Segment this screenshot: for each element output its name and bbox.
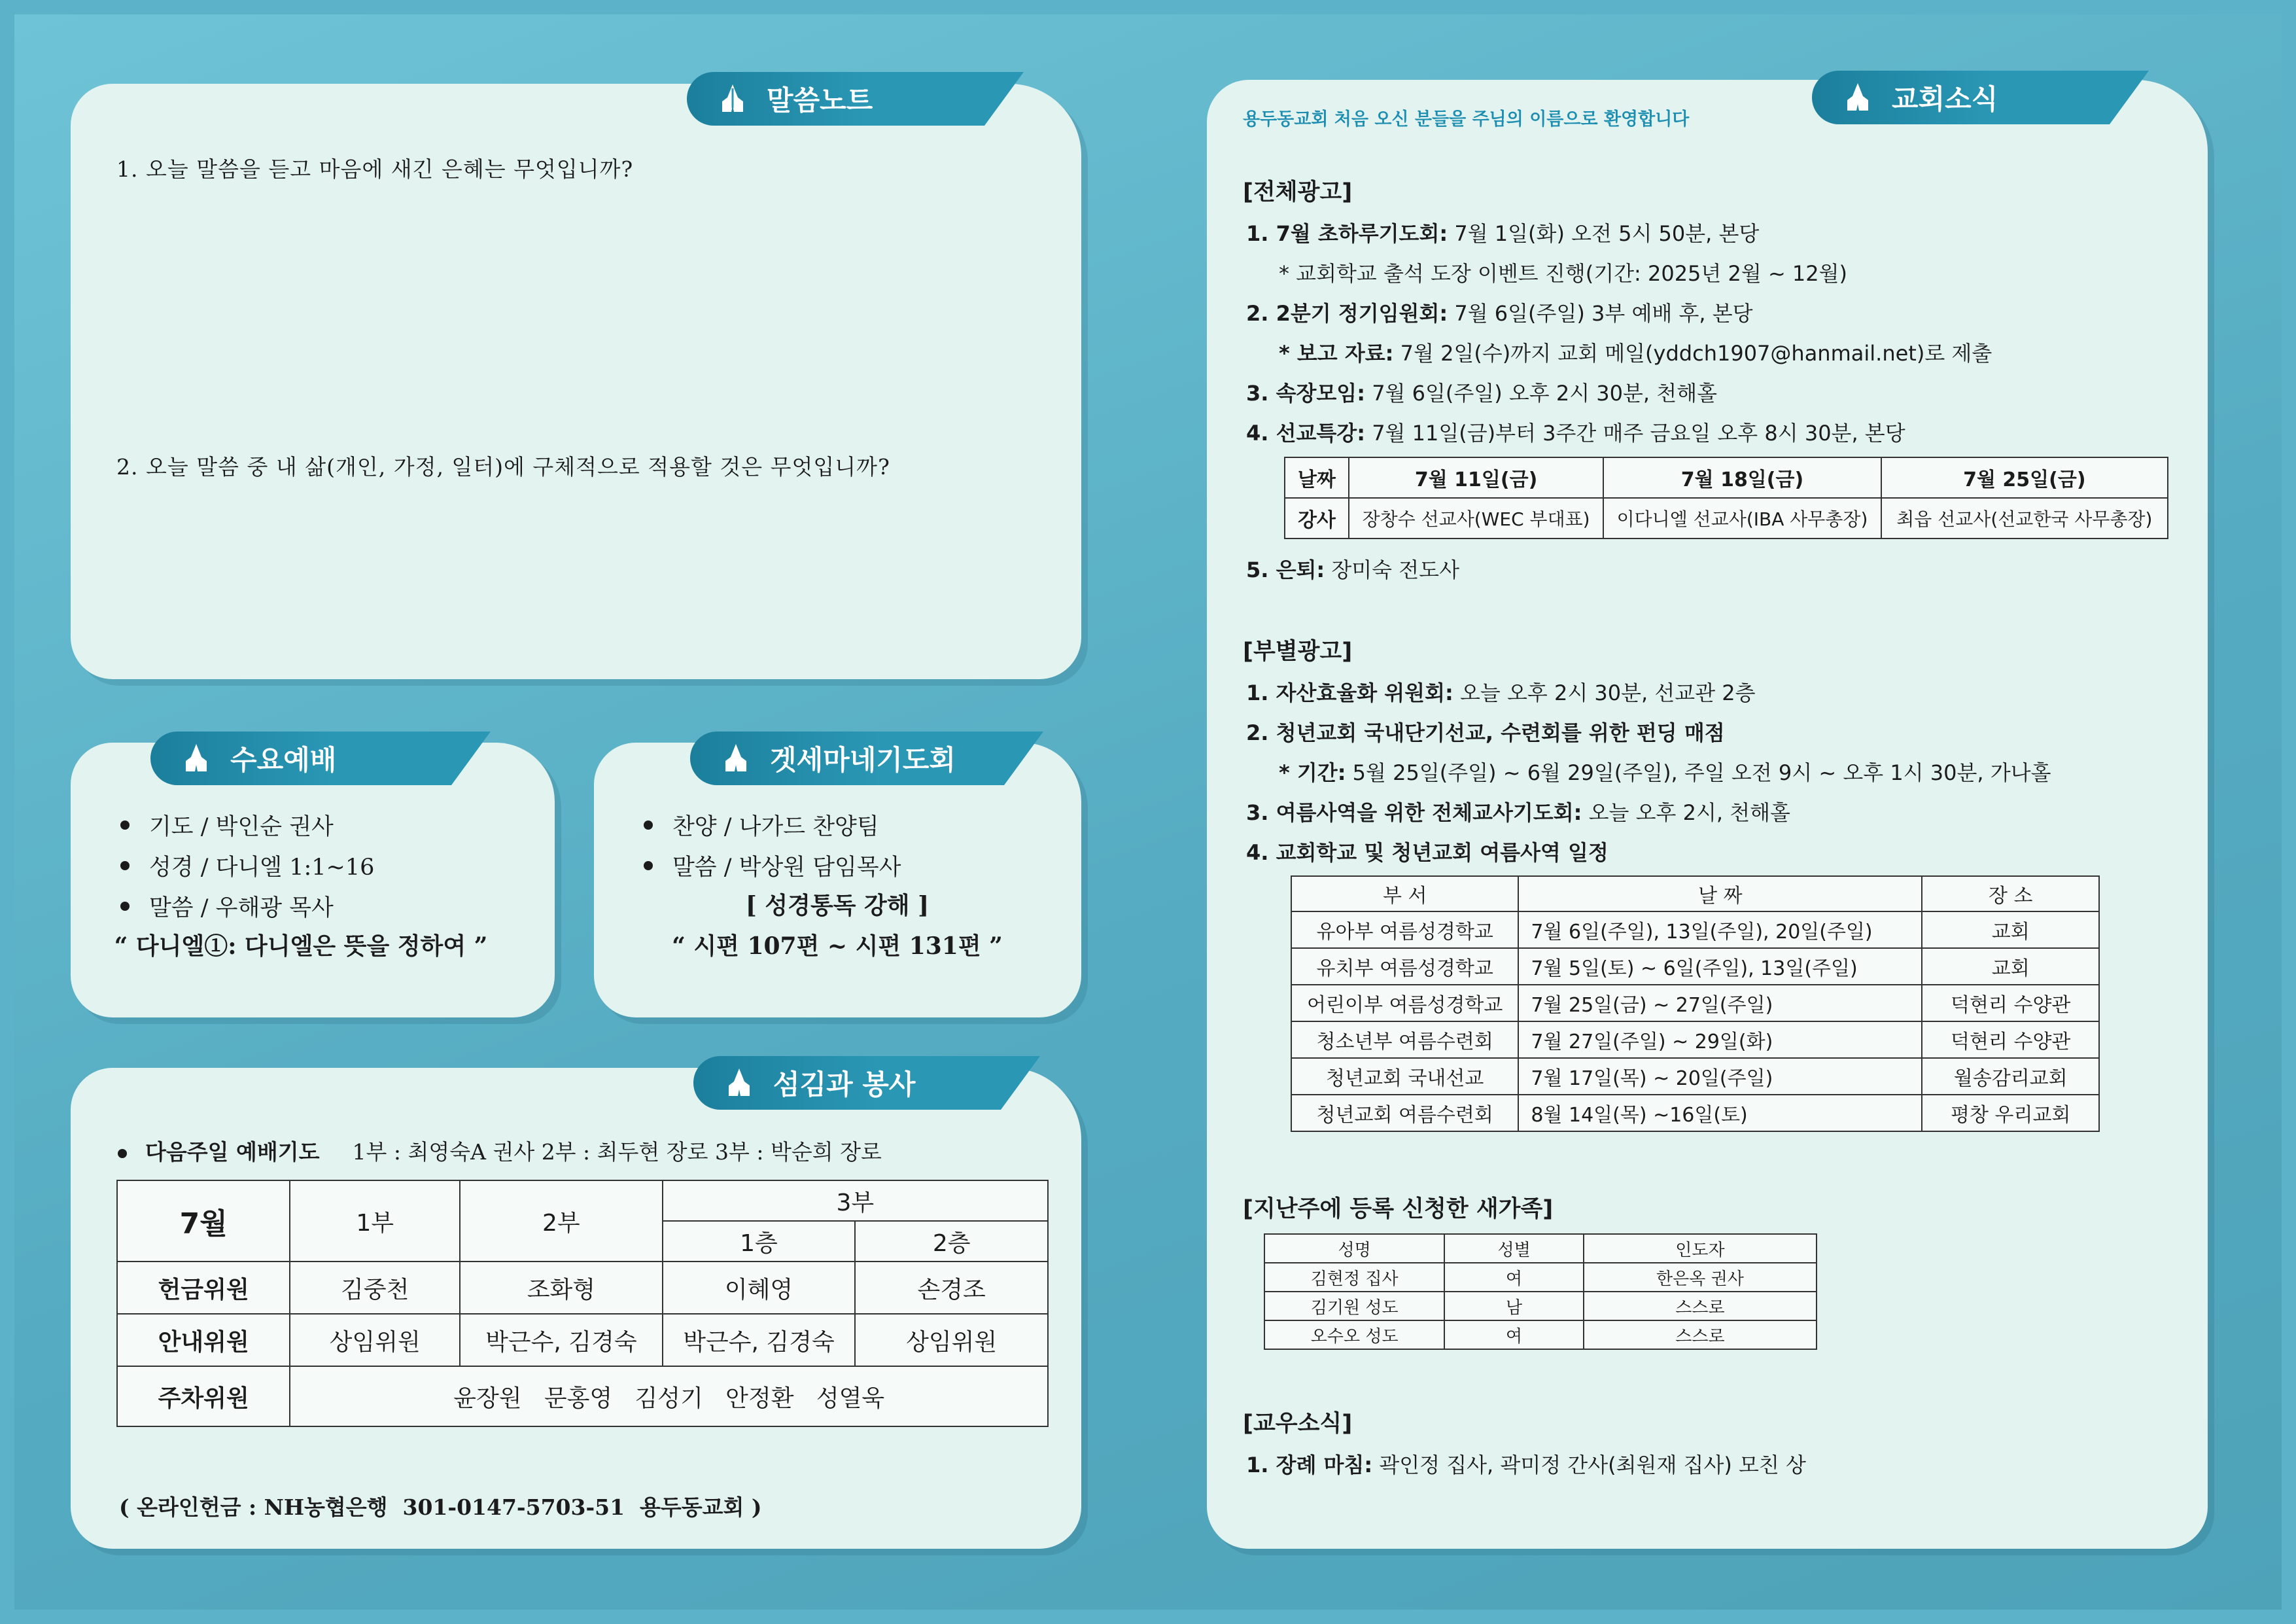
wednesday-list	[118, 805, 374, 927]
line-text: 7월 6일(주일) 오후 2시 30분, 천해홀	[1365, 381, 1718, 406]
gethsemane-title: 겟세마네기도회	[770, 744, 956, 776]
line-bold: 5. 은퇴:	[1246, 557, 1325, 582]
table-cell: 청년교회 국내선교	[1291, 1058, 1518, 1095]
next-prayer-line	[118, 1135, 882, 1166]
table-cell: 성명	[1264, 1234, 1444, 1263]
praying-hands-icon	[177, 739, 216, 778]
lecture-table	[1284, 457, 2168, 539]
bullet	[644, 861, 653, 870]
praying-hands-icon	[720, 1063, 759, 1103]
table-cell: 남	[1444, 1292, 1584, 1320]
table-cell: 상임위원	[855, 1314, 1048, 1366]
praying-hands-icon	[716, 739, 756, 778]
newcomers-heading: [지난주에 등록 신청한 새가족]	[1243, 1196, 1554, 1222]
table-cell: 이다니엘 선교사(IBA 사무총장)	[1603, 498, 1881, 538]
table-cell: 7월 5일(토) ~ 6일(주일), 13일(주일)	[1518, 948, 1922, 985]
list-item	[118, 886, 374, 927]
line-bold: 2. 2분기 정기임원회:	[1246, 301, 1448, 326]
table-cell: 이혜영	[663, 1262, 856, 1314]
service-table	[116, 1180, 1049, 1427]
praying-hands-icon	[1838, 78, 1877, 117]
table-cell: 7월 17일(목) ~ 20일(주일)	[1518, 1058, 1922, 1095]
news-title: 교회소식	[1892, 83, 1998, 115]
table-cell: 8월 14일(목) ~16일(토)	[1518, 1095, 1922, 1131]
table-row	[1264, 1263, 1817, 1292]
bullet	[118, 1149, 127, 1158]
line-text: 5월 25일(주일) ~ 6월 29일(주일), 주일 오전 9시 ~ 오후 1시 30분, 가나홀	[1346, 760, 2051, 785]
table-cell: 7월 11일(금)	[1349, 457, 1603, 498]
header-1bu: 1부	[290, 1180, 460, 1262]
bullet	[120, 902, 130, 911]
general-heading: [전체광고]	[1243, 179, 1353, 205]
table-cell: 스스로	[1584, 1292, 1817, 1320]
table-cell: 청년교회 여름수련회	[1291, 1095, 1518, 1131]
service-title: 섬김과 봉사	[773, 1068, 916, 1101]
table-cell: 조화형	[460, 1262, 663, 1314]
members-line-1	[1246, 1449, 1806, 1479]
table-cell: 최읍 선교사(선교한국 사무총장)	[1881, 498, 2168, 538]
gethsemane-sub: [ 성경통독 강해 ]	[745, 892, 930, 919]
table-cell: 유아부 여름성경학교	[1291, 911, 1518, 948]
welcome-text: 용두동교회 처음 오신 분들을 주님의 이름으로 환영합니다	[1243, 109, 1690, 130]
month-cell: 7월	[117, 1180, 290, 1262]
table-row	[1285, 498, 2168, 538]
list-item	[641, 845, 901, 886]
table-cell: 날짜	[1285, 457, 1349, 498]
header-2bu: 2부	[460, 1180, 663, 1262]
word-note-title: 말씀노트	[767, 84, 873, 116]
service-tab	[693, 1056, 1001, 1110]
table-row	[1291, 1021, 2099, 1058]
word-note-tab	[687, 72, 984, 126]
table-row	[1285, 457, 2168, 498]
line-bold: 4. 선교특강:	[1246, 421, 1366, 446]
table-row	[117, 1366, 1048, 1426]
line-text: * 교회학교 출석 도장 이벤트 진행(기간: 2025년 2월 ~ 12월)	[1279, 261, 1848, 286]
praying-hands-icon	[713, 79, 752, 118]
header-2f: 2층	[855, 1221, 1048, 1262]
row-label: 안내위원	[117, 1314, 290, 1366]
table-cell: 여	[1444, 1320, 1584, 1349]
members-heading: [교우소식]	[1243, 1411, 1353, 1437]
table-cell: 김중천	[290, 1262, 460, 1314]
next-prayer-text: 1부 : 최영숙A 권사 2부 : 최두현 장로 3부 : 박순희 장로	[352, 1139, 882, 1165]
general-line-4	[1246, 417, 1905, 447]
line-bold: * 보고 자료:	[1279, 341, 1394, 366]
bullet	[644, 821, 653, 830]
dept-line-2	[1246, 716, 1725, 747]
question-1: 1. 오늘 말씀을 듣고 마음에 새긴 은혜는 무엇입니까?	[116, 156, 634, 182]
table-row	[1291, 1095, 2099, 1131]
line-bold: 2. 청년교회 국내단기선교, 수련회를 위한 펀딩 매점	[1246, 720, 1725, 745]
table-cell: 김기원 성도	[1264, 1292, 1444, 1320]
table-cell: 여	[1444, 1263, 1584, 1292]
list-item	[118, 805, 374, 845]
table-row	[117, 1314, 1048, 1366]
row-label: 헌금위원	[117, 1262, 290, 1314]
line-text: 7월 2일(수)까지 교회 메일(yddch1907@hanmail.net)로 제출	[1393, 341, 1992, 366]
item-text: 말씀 / 우해광 목사	[149, 895, 334, 921]
table-row	[1264, 1320, 1817, 1349]
item-text: 말씀 / 박상원 담임목사	[672, 855, 901, 881]
table-row	[1291, 1058, 2099, 1095]
gethsemane-list	[641, 805, 901, 886]
table-cell: 박근수, 김경숙	[663, 1314, 856, 1366]
table-cell: 교회	[1922, 911, 2099, 948]
table-cell: 상임위원	[290, 1314, 460, 1366]
table-cell: 스스로	[1584, 1320, 1817, 1349]
gethsemane-tab	[690, 732, 1004, 785]
table-cell: 월송감리교회	[1922, 1058, 2099, 1095]
general-line-1	[1246, 217, 1759, 247]
table-cell: 7월 25일(금)	[1881, 457, 2168, 498]
line-bold: 1. 7월 초하루기도회:	[1246, 221, 1448, 246]
wednesday-tab	[150, 732, 451, 785]
line-bold: * 기간:	[1279, 760, 1346, 785]
table-row	[117, 1262, 1048, 1314]
line-text: 7월 6일(주일) 3부 예배 후, 본당	[1448, 301, 1753, 326]
table-cell: 7월 18일(금)	[1603, 457, 1881, 498]
list-item	[118, 845, 374, 886]
parking-names: 윤장원 문홍영 김성기 안정환 성열욱	[290, 1366, 1048, 1426]
newcomers-table	[1264, 1233, 1817, 1350]
summer-schedule-table	[1291, 875, 2100, 1132]
table-cell: 장창수 선교사(WEC 부대표)	[1349, 498, 1603, 538]
table-cell: 손경조	[855, 1262, 1048, 1314]
line-bold: 3. 속장모임:	[1246, 381, 1366, 406]
question-2: 2. 오늘 말씀 중 내 삶(개인, 가정, 일터)에 구체적으로 적용할 것은 무엇입니까?	[116, 454, 890, 480]
bullet	[120, 821, 130, 830]
table-cell: 한은옥 권사	[1584, 1263, 1817, 1292]
dept-line-1	[1246, 677, 1756, 707]
table-row	[1264, 1234, 1817, 1263]
line-text: 7월 1일(화) 오전 5시 50분, 본당	[1448, 221, 1760, 246]
row-label: 주차위원	[117, 1366, 290, 1426]
line-bold: 1. 자산효율화 위원회:	[1246, 680, 1453, 705]
dept-line-3	[1246, 796, 1790, 826]
table-cell: 박근수, 김경숙	[460, 1314, 663, 1366]
header-3bu: 3부	[663, 1180, 1048, 1221]
table-cell: 어린이부 여름성경학교	[1291, 985, 1518, 1021]
table-row	[1291, 985, 2099, 1021]
line-text: 곽인정 집사, 곽미정 간사(최원재 집사) 모친 상	[1372, 1453, 1806, 1477]
gethsemane-sermon: “ 시편 107편 ~ 시편 131편 ”	[672, 932, 1003, 960]
bullet	[120, 861, 130, 870]
table-cell: 평창 우리교회	[1922, 1095, 2099, 1131]
table-cell: 날 짜	[1518, 876, 1922, 911]
retire-line	[1246, 554, 1459, 584]
dept-line-2-note	[1279, 756, 2051, 786]
table-cell: 7월 25일(금) ~ 27일(주일)	[1518, 985, 1922, 1021]
line-bold: 3. 여름사역을 위한 전체교사기도회:	[1246, 800, 1582, 825]
item-text: 찬양 / 나가드 찬양팀	[672, 814, 879, 840]
news-tab	[1812, 71, 2110, 124]
table-cell: 덕현리 수양관	[1922, 1021, 2099, 1058]
table-cell: 청소년부 여름수련회	[1291, 1021, 1518, 1058]
table-cell: 강사	[1285, 498, 1349, 538]
table-cell: 장 소	[1922, 876, 2099, 911]
online-offering: ( 온라인헌금 : NH농협은행 301-0147-5703-51 용두동교회 )	[119, 1494, 762, 1520]
table-cell: 성별	[1444, 1234, 1584, 1263]
wednesday-sermon: “ 다니엘①: 다니엘은 뜻을 정하여 ”	[114, 932, 488, 960]
table-cell: 김현정 집사	[1264, 1263, 1444, 1292]
table-cell: 유치부 여름성경학교	[1291, 948, 1518, 985]
general-line-2-note	[1279, 337, 1992, 367]
item-text: 기도 / 박인순 권사	[149, 814, 334, 840]
table-cell: 인도자	[1584, 1234, 1817, 1263]
line-text: 오늘 오후 2시 30분, 선교관 2층	[1453, 680, 1756, 705]
table-cell: 덕현리 수양관	[1922, 985, 2099, 1021]
line-text: 장미숙 전도사	[1325, 557, 1460, 582]
table-row	[1291, 948, 2099, 985]
table-cell: 교회	[1922, 948, 2099, 985]
table-cell: 오수오 성도	[1264, 1320, 1444, 1349]
line-text: 7월 11일(금)부터 3주간 매주 금요일 오후 8시 30분, 본당	[1365, 421, 1905, 446]
header-1f: 1층	[663, 1221, 856, 1262]
line-text: 오늘 오후 2시, 천해홀	[1582, 800, 1790, 825]
general-line-2	[1246, 297, 1753, 327]
dept-line-4	[1246, 836, 1609, 866]
table-cell: 7월 27일(주일) ~ 29일(화)	[1518, 1021, 1922, 1058]
general-line-1-note	[1279, 257, 1847, 287]
table-cell: 7월 6일(주일), 13일(주일), 20일(주일)	[1518, 911, 1922, 948]
list-item	[641, 805, 901, 845]
item-text: 성경 / 다니엘 1:1~16	[149, 855, 375, 881]
wednesday-title: 수요예배	[230, 744, 337, 776]
line-bold: 4. 교회학교 및 청년교회 여름사역 일정	[1246, 840, 1609, 865]
table-row	[1264, 1292, 1817, 1320]
table-cell: 부 서	[1291, 876, 1518, 911]
table-row	[1291, 911, 2099, 948]
dept-heading: [부별광고]	[1243, 639, 1353, 665]
next-prayer-label: 다음주일 예배기도	[145, 1139, 320, 1165]
general-line-3	[1246, 377, 1717, 407]
line-bold: 1. 장례 마침:	[1246, 1453, 1373, 1477]
table-row	[1291, 876, 2099, 911]
